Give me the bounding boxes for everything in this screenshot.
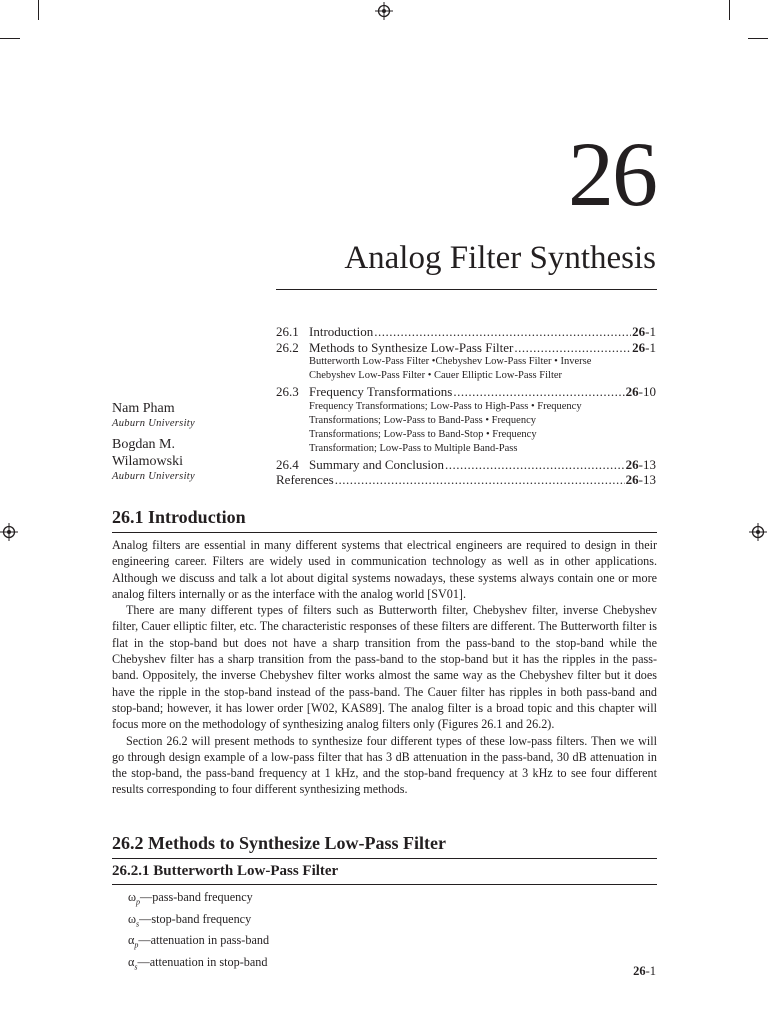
paragraph: There are many different types of filters such as Butterworth filter, Chebyshev filter, inverse Chebyshev filter, Cauer elliptic filter, etc. The characteristic responses of these filters are different. The Butterworth filter is flat in the stop-band but does not have a sharp transition from the pass-band to the stop-band while the Chebyshev filter has a sharp transition from the pass-band to the stop-band but it has the ripples in the pass-band. Oppositely, the inverse Chebyshev filter works almost the same way as the Chebyshev filter but it does have the ripple in the stop-band instead of the pass-band. The Cauer filter has ripples in both pass-band and stop-band; however, it has lower order [W02, KAS89]. The analog filter is a broad topic and this chapter will focus more on the methodology of synthesizing analog filters only (Figures 26.1 and 26.2). xyxy=(112,603,657,732)
definition-item: $\omega_p—pass$-band frequency xyxy=(128,890,253,907)
paragraph: Analog filters are essential in many different systems that electrical engineers are required to design in their engineering career. Filters are widely used in communication technology as well as in other applications. Although we discuss and talk a lot about digital systems nowadays, these systems always contain one or more analog filters internally or as the interface with the analog world [SV01]. xyxy=(112,538,657,601)
toc-entry[interactable]: 26.3 Frequency Transformations ..... 26-10 xyxy=(276,384,656,400)
definition-item: $\alpha_s—attenuation$ in stop-band xyxy=(128,954,268,972)
crop-mark-top-right-horizontal xyxy=(748,38,768,39)
toc-entry[interactable]: 26.1 Introduction ..... 26-1 xyxy=(276,324,656,340)
symbol-definitions xyxy=(128,889,269,976)
author-affiliation: Auburn University xyxy=(112,471,195,482)
definition-item: $\alpha_p—attenuation$ in pass-band xyxy=(128,933,270,950)
registration-mark-left-icon xyxy=(0,523,18,541)
crop-mark-top-right xyxy=(729,0,730,20)
subsection-heading-butterworth: 26.2.1 Butterworth Low-Pass Filter xyxy=(112,862,657,885)
toc-references[interactable]: References ..... 26-13 xyxy=(276,472,656,488)
toc-entry[interactable]: 26.4 Summary and Conclusion ..... 26-13 xyxy=(276,457,656,473)
author-name: Nam Pham xyxy=(112,401,175,416)
author-affiliation: Auburn University xyxy=(112,418,195,429)
crop-mark-top-left xyxy=(38,0,39,20)
toc-subentries: Butterworth Low-Pass Filter •Chebyshev Low-Pass Filter • Inverse Chebyshev Low-Pass Filter • Cauer Elliptic Low-Pass Filter xyxy=(309,356,592,381)
chapter-title-rule xyxy=(276,289,657,290)
crop-mark-top-left-horizontal xyxy=(0,38,20,39)
paragraph: Section 26.2 will present methods to synthesize four different types of these low-pass filters. Then we will go through design example of a low-pass filter that has 3 dB attenuation in the pass-band, 30 dB attenuation in the stop-band, the pass-band frequency at 1 kHz, and the stop-band frequency at 3 kHz to see four different results corresponding to four different synthesizing methods. xyxy=(112,733,657,797)
registration-mark-right-icon xyxy=(749,523,767,541)
introduction-body xyxy=(112,537,657,798)
author-name: Bogdan M. Wilamowski xyxy=(112,437,183,469)
section-heading-introduction: 26.1 Introduction xyxy=(112,506,657,533)
table-of-contents xyxy=(276,324,656,488)
toc-entry[interactable]: 26.2 Methods to Synthesize Low-Pass Filter ..... 26-1 xyxy=(276,340,656,356)
chapter-title: Analog Filter Synthesis xyxy=(344,240,656,276)
toc-subentries: Frequency Transformations; Low-Pass to High-Pass • Frequency Transformations; Low-Pass to Band-Pass • Frequency Transformations; Low-Pass to Band-Stop • Frequency Transformation; Low-Pass to Multiple Band-Pass xyxy=(309,400,582,454)
section-heading-methods: 26.2 Methods to Synthesize Low-Pass Filter xyxy=(112,832,657,859)
registration-mark-top-icon xyxy=(375,2,393,20)
page-number: 26-1 xyxy=(633,964,656,978)
definition-item: $\omega_s—stop$-band frequency xyxy=(128,911,252,929)
author-block xyxy=(112,400,212,483)
chapter-number: 26 xyxy=(568,123,656,225)
